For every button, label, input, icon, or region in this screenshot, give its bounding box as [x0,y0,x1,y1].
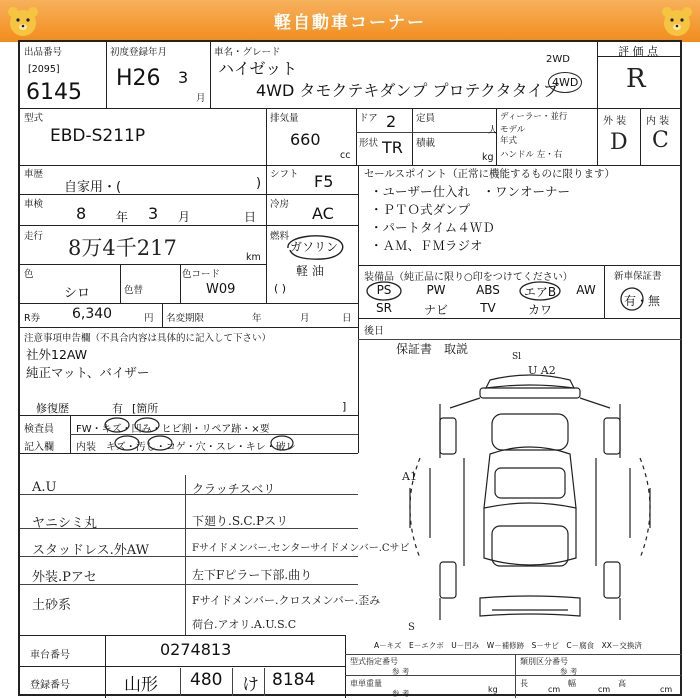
color-code: W09 [206,282,236,297]
equip-airbag: エアB [523,285,557,299]
plate-kana: け [242,675,259,695]
bear-mascot-icon [6,4,40,38]
inspection-label: 車検 [24,199,44,210]
notes-line-2: 純正マット、バイザー [26,365,150,380]
legend-box-b: 類別区分番号 [520,657,568,666]
dealer-line2: モデル [500,125,526,135]
equipment-label: 装備品（純正品に限り○印をつけてください） [364,272,573,283]
warranty-value: 有・無 [624,294,661,308]
inspection-month-unit: 月 [178,210,191,224]
repair-has: 有 [112,402,123,415]
usage-label: 車歴 [24,169,44,180]
drive-2wd: 2WD [546,54,570,65]
fuel-gasoline: ガソリン [290,240,339,254]
listing-number: 6145 [26,80,82,105]
registration-month: 3 [178,68,189,87]
color-code-label: 色コード [182,269,221,280]
mileage-unit: km [246,252,261,263]
legend-box-d: 長 [520,679,528,688]
equip-navi: ナビ [423,303,448,317]
score-label: 評 価 点 [618,45,658,58]
registration-label: 初度登録年月 [110,47,168,58]
hand-right-2: 下廻り.S.C.Pスリ [192,514,289,528]
mark-bottom: S [408,622,415,633]
recycle-unit: 円 [144,313,154,324]
hand-left-1: A.U [32,480,57,495]
displacement-label: 排気量 [270,113,299,124]
doors-label: ドア [359,113,378,124]
plate-area: 山形 [124,675,158,695]
equip-pw: PW [426,283,446,297]
car-grade: 4WD タモクテキダンプ プロテクタタイプ [256,81,559,100]
legend-unit-kg: kg [488,685,498,694]
name-change-year: 年 [252,313,262,324]
hand-right-3: Fサイドメンバー.センターサイドメンバー.Cサビ [192,543,410,554]
page-title: 軽自動車コーナー [274,13,426,33]
name-change-month: 月 [300,313,310,324]
aircon-label: 冷房 [270,199,290,210]
capacity-label: 定員 [416,113,436,124]
name-change-label: 名変期限 [166,313,205,324]
repair-label: 修復歴 [36,402,69,415]
color-value: シロ [64,286,91,301]
hand-left-2: ヤニシミ丸 [32,516,98,531]
displacement-unit: cc [340,150,351,161]
sales-point-4: ・ＡＭ、ＦＭラジオ [370,238,483,253]
fuel-other: ( ) [274,282,287,295]
registration-month-unit: 月 [196,93,206,104]
legend-line: A－キズ E－エクボ U－凹み W－補修跡 S－サビ C－腐食 XX－交換済 [374,641,642,650]
doors-value: 2 [386,112,397,131]
legend-unit-cm-1: cm [548,685,561,694]
mark-top: U A2 [528,364,556,377]
inspection-day-unit: 日 [244,210,257,224]
load-label: 積載 [416,138,436,149]
inspection-year: 8 [76,204,87,223]
legend-box-f: 高 [618,679,626,688]
legend-unit-cm-2: cm [598,685,611,694]
legend-box-e: 幅 [568,679,576,688]
inspection-month: 3 [148,204,159,223]
sales-point-3: ・パートタイム４ＷＤ [370,220,495,235]
aircon-value: AC [312,204,334,223]
hand-left-5: 土砂系 [32,598,72,613]
recycle-value: 6,340 [72,306,113,322]
listing-sub: [2095] [28,64,60,75]
car-name: ハイゼット [218,59,298,78]
displacement-value: 660 [290,130,321,149]
car-name-label: 車名・グレード [214,47,281,58]
bear-mascot-icon [660,4,694,38]
repair-close: ] [342,400,347,413]
after-report-value: 保証書 取説 [396,342,469,356]
equip-sr: SR [376,301,392,315]
equipment-circle-marks [358,280,604,318]
fuel-circle-mark [282,232,352,262]
mark-left: A1 [402,470,417,483]
exterior-label: 外 装 [603,116,627,127]
recycle-label: R券 [24,313,41,324]
plate-number: 8184 [272,670,316,690]
sales-points-label: セールスポイント（正常に機能するものに限ります） [364,168,616,180]
inspector-circle-marks [70,415,358,453]
plate-label: 登録番号 [30,680,70,691]
sales-point-1: ・ユーザー仕入れ ・ワンオーナー [370,184,571,199]
inspection-year-unit: 年 [116,210,129,224]
hand-right-6: 荷台.アオリ.A.U.S.C [192,618,297,631]
equip-aw: AW [576,283,596,297]
sales-point-2: ・ＰＴＯ式ダンプ [370,202,471,217]
after-report-label: 後日 [364,326,384,337]
usage-close: ) [256,176,262,191]
interior-label: 内 装 [646,116,670,127]
hand-left-3: スタッドレス.外AW [32,543,149,558]
load-unit: kg [482,152,494,163]
mark-top-small: Sl [512,352,522,362]
legend-box-a: 型式指定番号 [350,657,398,666]
listing-label: 出品番号 [24,47,63,58]
shape-value: TR [382,138,403,157]
mileage-label: 走行 [24,231,44,242]
inspector-label-1: 検査員 [24,424,54,435]
color-change-label: 色替 [124,285,144,296]
equip-leather: カワ [527,303,552,317]
score-value: R [626,64,646,94]
color-label: 色 [24,269,34,280]
inspector-row2-label: 内装 [76,442,96,453]
legend-box-b2: 参 考 [560,667,578,676]
fuel-label: 燃料 [270,231,290,242]
inspector-row1: FW・キズ・凹み・ヒビ割・リペア跡・×要 [76,424,270,435]
warranty-circle-mark [618,286,646,312]
auction-sheet [18,40,682,696]
equip-abs: ABS [476,283,500,297]
repair-place: [箇所 [132,402,159,415]
fuel-diesel: 軽 油 [296,264,324,278]
warranty-label: 新車保証書 [614,271,662,282]
legend-box-c: 車単重量 [350,679,382,688]
shape-label: 形状 [359,138,379,149]
dealer-line3: 年式 [500,136,518,146]
name-change-day: 日 [342,313,352,324]
notes-line-1: 社外12AW [26,347,88,362]
dealer-line1: ディーラー・並行 [500,112,568,122]
hand-right-1: クラッチスベリ [192,482,276,496]
registration-year: H26 [116,66,161,91]
model-label: 型式 [24,113,44,124]
notes-label: 注意事項申告欄（不具合内容は具体的に記入して下さい） [24,333,272,344]
car-damage-diagram [380,358,680,638]
inspector-row2: キズ・汚し・コゲ・穴・スレ・キレ・破レ [106,442,296,453]
drive-4wd: 4WD [548,72,582,93]
equip-tv: TV [480,301,496,315]
chassis-label: 車台番号 [30,650,70,661]
inspector-label-2: 記入欄 [24,442,54,453]
capacity-unit: 人 [488,125,498,136]
model-value: EBD-S211P [50,126,146,146]
legend-box-c2: 参 考 [392,689,410,698]
exterior-value: D [610,130,628,155]
hand-left-4: 外装.Pアセ [32,570,97,585]
legend-box-a2: 参 考 [392,667,410,676]
chassis-value: 0274813 [160,640,232,659]
hand-right-5: Fサイドメンバー.クロスメンバー.歪み [192,594,381,607]
equip-ps: PS [376,283,392,297]
shift-value: F5 [314,172,334,191]
mileage-value: 8万4千217 [68,236,177,260]
usage-value: 自家用・( [64,180,122,195]
legend-unit-cm-3: cm [660,685,673,694]
shift-label: シフト [270,169,299,180]
interior-value: C [652,128,669,153]
hand-right-4: 左下Fピラー下部.曲り [192,568,313,582]
dealer-line4: ハンドル 左・右 [500,150,563,160]
plate-class: 480 [190,670,223,690]
